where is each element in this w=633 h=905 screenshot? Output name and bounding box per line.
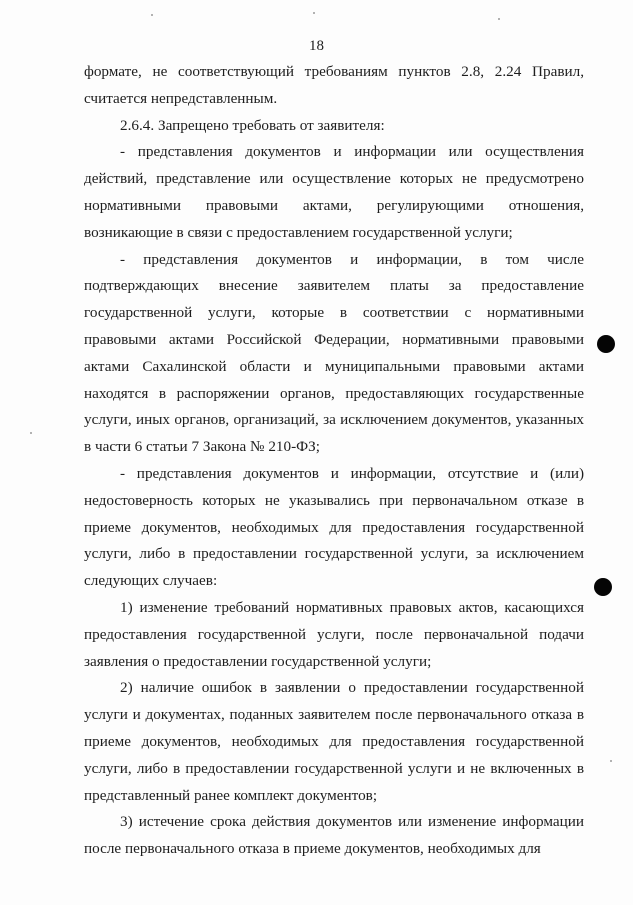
- paragraph-1: формате, не соответствующий требованиям пунктов 2.8, 2.24 Правил, считается непредставленным.: [84, 63, 584, 107]
- paragraph-3: - представления документов и информации или осуществления действий, представление или осуществление которых не предусмотрено нормативными правовыми актами, регулирующими отношения, возникающие в связи с предоставлением государственной услуги;: [84, 143, 584, 241]
- paragraph-7: 2) наличие ошибок в заявлении о предоставлении государственной услуги и документах, поданных заявителем после первоначального отказа в приеме документов, необходимых для предоставления государственной услуги, либо в предоставлении государственной услуги и не включенных в представленный ранее комплект документов;: [84, 679, 584, 804]
- paragraph-2: 2.6.4. Запрещено требовать от заявителя:: [120, 116, 385, 134]
- scan-speck: [151, 14, 153, 16]
- scan-speck: [30, 432, 32, 434]
- paragraph-8: 3) истечение срока действия документов или изменение информации после первоначального отказа в приеме документов, необходимых для: [84, 813, 584, 858]
- scan-speck: [498, 18, 500, 20]
- hole-punch-mark: [594, 578, 612, 596]
- paragraph-6: 1) изменение требований нормативных правовых актов, касающихся предоставления государственной услуги, после первоначальной подачи заявления о предоставлении государственной услуги;: [84, 598, 584, 670]
- hole-punch-mark: [597, 335, 615, 353]
- scan-speck: [610, 760, 612, 762]
- document-body: [84, 59, 584, 863]
- page-number: 18: [309, 38, 324, 54]
- paragraph-5: - представления документов и информации, отсутствие и (или) недостоверность которых не указывались при первоначальном отказе в приеме документов, необходимых для предоставления государственной услуги, либо в предоставлении государственной услуги, за исключением следующих случаев:: [84, 464, 584, 590]
- paragraph-4: - представления документов и информации, в том числе подтверждающих внесение заявителем платы за предоставление государственной услуги, которые в соответствии с нормативными правовыми актами Российской Федерации, нормативными правовыми актами Сахалинской области и муниципальными правовыми актами находятся в распоряжении органов, предоставляющих государственные услуги, иных органов, организаций, за исключением документов, указанных в части 6 статьи 7 Закона № 210-ФЗ;: [84, 250, 584, 456]
- scan-speck: [313, 12, 315, 14]
